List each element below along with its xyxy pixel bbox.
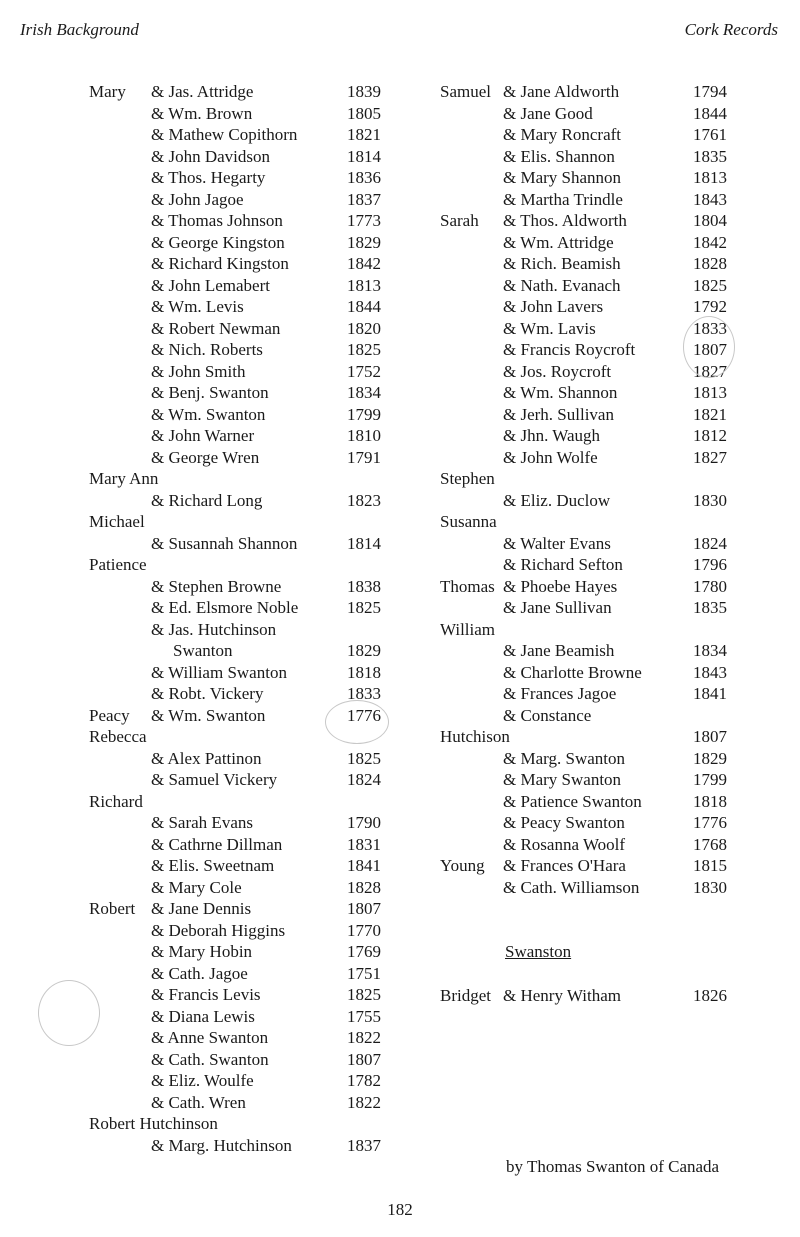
entry-name: Peacy bbox=[89, 705, 130, 725]
entry-row bbox=[89, 318, 399, 340]
entry-row bbox=[440, 189, 740, 211]
entry-spouse: & Marg. Hutchinson bbox=[151, 1135, 292, 1155]
entry-row bbox=[89, 275, 399, 297]
entry-row bbox=[89, 1049, 399, 1071]
entry-row bbox=[89, 1070, 399, 1092]
entry-year: 1812 bbox=[693, 426, 727, 445]
entry-year: 1825 bbox=[347, 340, 381, 359]
entry-row bbox=[440, 511, 740, 533]
entry-spouse: & Benj. Swanton bbox=[151, 383, 269, 402]
entry-spouse: & Cath. Wren bbox=[151, 1092, 246, 1112]
entry-name: Robert Hutchinson bbox=[89, 1114, 218, 1133]
entry-row bbox=[89, 124, 399, 146]
entry-year: 1796 bbox=[693, 555, 727, 574]
entry-year: 1792 bbox=[693, 297, 727, 316]
entry-year: 1818 bbox=[347, 662, 381, 682]
entry-year: 1752 bbox=[347, 361, 381, 381]
entry-name: Young bbox=[440, 856, 485, 875]
entry-row bbox=[440, 81, 740, 103]
entry-year: 1807 bbox=[347, 899, 381, 918]
entry-year: 1751 bbox=[347, 963, 381, 983]
entry-name: Rebecca bbox=[89, 727, 147, 746]
entry-row bbox=[89, 554, 399, 576]
entry-spouse: & William Swanton bbox=[151, 662, 287, 682]
entry-spouse: & Elis. Sweetnam bbox=[151, 856, 275, 875]
entry-year: 1838 bbox=[347, 576, 381, 596]
entry-row bbox=[440, 834, 740, 856]
entry-name: Mary bbox=[89, 82, 126, 101]
entry-year: 1821 bbox=[347, 125, 381, 144]
entry-year: 1824 bbox=[693, 533, 727, 553]
entry-year: 1805 bbox=[347, 103, 381, 123]
entry-spouse: & Cathrne Dillman bbox=[151, 834, 283, 854]
entry-spouse: & Eliz. Woulfe bbox=[151, 1071, 254, 1090]
entry-row bbox=[440, 619, 740, 641]
entry-year: 1813 bbox=[693, 168, 727, 187]
entry-row bbox=[89, 1027, 399, 1049]
entry-row bbox=[89, 662, 399, 684]
entry-year: 1822 bbox=[347, 1092, 381, 1112]
entry-year: 1831 bbox=[347, 834, 381, 854]
entry-row bbox=[440, 791, 740, 813]
entry-year: 1810 bbox=[347, 426, 381, 445]
entry-year: 1835 bbox=[693, 598, 727, 617]
entry-name: Samuel bbox=[440, 82, 491, 101]
entry-year: 1824 bbox=[347, 770, 381, 789]
entry-row bbox=[89, 791, 399, 813]
entry-spouse: & John Jagoe bbox=[151, 189, 244, 209]
entry-spouse: & Charlotte Browne bbox=[503, 662, 642, 682]
entry-spouse: & Cath. Williamson bbox=[503, 877, 640, 897]
entry-spouse: & Deborah Higgins bbox=[151, 920, 286, 940]
entry-row bbox=[89, 1092, 399, 1114]
entry-row bbox=[440, 705, 740, 727]
entry-spouse: & Rich. Beamish bbox=[503, 254, 621, 273]
entry-spouse: Hutchison bbox=[440, 727, 510, 746]
entry-year: 1813 bbox=[347, 275, 381, 295]
entry-year: 1799 bbox=[693, 770, 727, 789]
entry-row bbox=[440, 576, 740, 598]
entry-spouse: & Wm. Shannon bbox=[503, 383, 618, 402]
entry-row bbox=[89, 210, 399, 232]
entry-spouse: & Walter Evans bbox=[503, 533, 611, 553]
entry-name: Michael bbox=[89, 512, 145, 531]
entry-row bbox=[89, 1135, 399, 1157]
entry-row bbox=[89, 640, 399, 662]
entry-row bbox=[89, 963, 399, 985]
entry-row bbox=[89, 576, 399, 598]
entry-spouse: & Robert Newman bbox=[151, 318, 281, 338]
entry-spouse: & Thos. Hegarty bbox=[151, 168, 266, 187]
entry-year: 1828 bbox=[347, 877, 381, 897]
entry-spouse: & Samuel Vickery bbox=[151, 770, 278, 789]
entry-row bbox=[89, 941, 399, 963]
entry-year: 1844 bbox=[347, 297, 381, 316]
entry-year: 1834 bbox=[693, 641, 727, 660]
entry-row bbox=[440, 726, 740, 748]
entry-year: 1814 bbox=[347, 533, 381, 553]
entry-year: 1770 bbox=[347, 920, 381, 940]
running-header-left: Irish Background bbox=[20, 20, 139, 39]
entry-spouse: & Wm. Levis bbox=[151, 297, 244, 316]
entry-year: 1769 bbox=[347, 942, 381, 961]
entry-spouse: & Cath. Jagoe bbox=[151, 963, 248, 983]
entry-spouse: & Wm. Lavis bbox=[503, 318, 596, 338]
entry-year: 1818 bbox=[693, 791, 727, 811]
entry-spouse: & Ed. Elsmore Noble bbox=[151, 598, 299, 617]
entry-year: 1814 bbox=[347, 146, 381, 166]
entry-spouse: & Frances O'Hara bbox=[503, 856, 626, 875]
entry-spouse: & Wm. Attridge bbox=[503, 232, 614, 252]
entry-spouse: & Sarah Evans bbox=[151, 813, 253, 832]
entry-spouse: & Jane Aldworth bbox=[503, 82, 620, 101]
entry-year: 1782 bbox=[347, 1071, 381, 1090]
entry-year: 1780 bbox=[693, 576, 727, 596]
entry-row bbox=[440, 683, 740, 705]
entry-year: 1841 bbox=[347, 856, 381, 875]
entry-row bbox=[440, 382, 740, 404]
entry-row bbox=[89, 920, 399, 942]
entry-spouse: & Jane Sullivan bbox=[503, 598, 612, 617]
entry-spouse: & George Kingston bbox=[151, 232, 285, 252]
entry-row bbox=[89, 877, 399, 899]
entry-name: Susanna bbox=[440, 512, 497, 531]
entry-row bbox=[440, 253, 740, 275]
entry-spouse: & Nath. Evanach bbox=[503, 275, 621, 295]
entry-row bbox=[440, 210, 740, 232]
entry-year: 1825 bbox=[347, 985, 381, 1004]
entry-row bbox=[89, 619, 399, 641]
entry-name: Mary Ann bbox=[89, 469, 159, 488]
entry-row bbox=[89, 189, 399, 211]
entry-row bbox=[440, 146, 740, 168]
entry-row bbox=[89, 468, 399, 490]
entry-spouse: & Elis. Shannon bbox=[503, 146, 615, 166]
entry-spouse: & Jane Good bbox=[503, 103, 593, 123]
entry-spouse: & Stephen Browne bbox=[151, 576, 282, 596]
entry-row bbox=[440, 812, 740, 834]
entry-row bbox=[89, 855, 399, 877]
entry-year: 1773 bbox=[347, 211, 381, 230]
entry-spouse: & Jane Dennis bbox=[151, 899, 252, 918]
entry-spouse: & John Lemabert bbox=[151, 275, 270, 295]
entry-year: 1804 bbox=[693, 211, 727, 230]
entry-row bbox=[89, 382, 399, 404]
entry-row bbox=[89, 984, 399, 1006]
entry-year: 1827 bbox=[693, 447, 727, 467]
entry-spouse: & Jas. Attridge bbox=[151, 82, 254, 101]
entry-year: 1794 bbox=[693, 82, 727, 101]
entry-year: 1791 bbox=[347, 447, 381, 467]
entry-row bbox=[440, 748, 740, 770]
entry-year: 1837 bbox=[347, 1135, 381, 1155]
entry-year: 1822 bbox=[347, 1028, 381, 1047]
entry-spouse: & Susannah Shannon bbox=[151, 533, 298, 553]
entry-spouse: & Jas. Hutchinson bbox=[151, 619, 277, 639]
entry-row bbox=[440, 103, 740, 125]
entry-year: 1776 bbox=[693, 813, 727, 832]
entry-year: 1807 bbox=[693, 340, 727, 359]
entry-row bbox=[440, 468, 740, 490]
entry-spouse: & Alex Pattinon bbox=[151, 748, 262, 768]
entry-spouse: & Richard Kingston bbox=[151, 254, 289, 273]
entry-spouse: & Francis Levis bbox=[151, 985, 261, 1004]
entry-row bbox=[89, 296, 399, 318]
right-column bbox=[440, 81, 740, 898]
entry-year: 1807 bbox=[347, 1049, 381, 1069]
entry-row bbox=[89, 769, 399, 791]
pencil-circle-mark bbox=[683, 316, 735, 378]
entry-spouse: & Mathew Copithorn bbox=[151, 125, 298, 144]
entry-spouse: & John Davidson bbox=[151, 146, 270, 166]
entry-year: 1829 bbox=[347, 641, 381, 660]
entry-row bbox=[440, 877, 740, 899]
entry-spouse: & George Wren bbox=[151, 447, 260, 467]
entry-spouse: & Rosanna Woolf bbox=[503, 834, 626, 854]
entry-year: 1828 bbox=[693, 254, 727, 273]
entry-year: 1837 bbox=[347, 189, 381, 209]
entry-year: 1830 bbox=[693, 490, 727, 510]
entry-year: 1844 bbox=[693, 103, 727, 123]
entry-year: 1755 bbox=[347, 1006, 381, 1026]
entry-spouse: & Francis Roycroft bbox=[503, 340, 636, 359]
entry-row bbox=[440, 662, 740, 684]
entry-row bbox=[440, 425, 740, 447]
entry-year: 1843 bbox=[693, 189, 727, 209]
entry-spouse: & Wm. Swanton bbox=[151, 705, 266, 725]
entry-year: 1843 bbox=[693, 662, 727, 682]
entry-year: 1776 bbox=[347, 705, 381, 725]
entry-spouse: & Diana Lewis bbox=[151, 1006, 255, 1026]
entry-year: 1839 bbox=[347, 82, 381, 101]
entry-row bbox=[440, 640, 740, 662]
entry-row bbox=[89, 81, 399, 103]
swanston-heading: Swanston bbox=[505, 942, 572, 961]
entry-year: 1825 bbox=[693, 275, 727, 295]
entry-year: 1836 bbox=[347, 168, 381, 187]
entry-spouse: & Peacy Swanton bbox=[503, 813, 625, 832]
entry-row bbox=[89, 1006, 399, 1028]
entry-row bbox=[89, 146, 399, 168]
entry-name: Patience bbox=[89, 555, 147, 574]
entry-row bbox=[440, 275, 740, 297]
entry-row bbox=[89, 361, 399, 383]
entry-row bbox=[89, 834, 399, 856]
entry-row bbox=[440, 554, 740, 576]
entry-year: 1834 bbox=[347, 383, 381, 402]
entry-year: 1829 bbox=[347, 232, 381, 252]
entry-spouse: Swanton bbox=[173, 641, 233, 660]
entry-spouse: & Richard Sefton bbox=[503, 555, 623, 574]
entry-spouse: & Jhn. Waugh bbox=[503, 426, 601, 445]
entry-row bbox=[440, 296, 740, 318]
entry-row bbox=[89, 232, 399, 254]
entry-year: 1790 bbox=[347, 813, 381, 832]
entry-spouse: & Martha Trindle bbox=[503, 189, 623, 209]
entry-spouse: & John Lavers bbox=[503, 297, 604, 316]
entry-spouse: & Jane Beamish bbox=[503, 641, 615, 660]
entry-spouse: & Jerh. Sullivan bbox=[503, 404, 614, 424]
entry-name: Thomas bbox=[440, 576, 495, 596]
entry-year: 1821 bbox=[693, 404, 727, 424]
entry-row bbox=[440, 404, 740, 426]
entry-row bbox=[89, 490, 399, 512]
entry-spouse: & Henry Witham bbox=[503, 986, 621, 1005]
entry-spouse: & Mary Swanton bbox=[503, 770, 622, 789]
entry-year: 1768 bbox=[693, 834, 727, 854]
entry-row bbox=[440, 447, 740, 469]
entry-year: 1833 bbox=[693, 318, 727, 338]
entry-row bbox=[89, 597, 399, 619]
entry-spouse: & Patience Swanton bbox=[503, 791, 642, 811]
entry-spouse: & Anne Swanton bbox=[151, 1028, 269, 1047]
entry-year: 1842 bbox=[347, 254, 381, 273]
swanston-entry bbox=[440, 985, 740, 1007]
entry-year: 1813 bbox=[693, 383, 727, 402]
entry-year: 1761 bbox=[693, 125, 727, 144]
entry-row bbox=[89, 812, 399, 834]
entry-row bbox=[89, 103, 399, 125]
entry-row bbox=[89, 533, 399, 555]
entry-spouse: & Mary Cole bbox=[151, 877, 242, 897]
entry-row bbox=[89, 898, 399, 920]
entry-row bbox=[89, 748, 399, 770]
entry-year: 1842 bbox=[693, 232, 727, 252]
entry-year: 1807 bbox=[693, 727, 727, 746]
entry-spouse: & Thos. Aldworth bbox=[503, 211, 627, 230]
entry-name: Robert bbox=[89, 899, 136, 918]
entry-year: 1841 bbox=[693, 684, 727, 703]
entry-row bbox=[89, 167, 399, 189]
entry-row bbox=[89, 339, 399, 361]
entry-year: 1835 bbox=[693, 146, 727, 166]
entry-row bbox=[440, 232, 740, 254]
entry-year: 1833 bbox=[347, 684, 381, 703]
entry-spouse: & Constance bbox=[503, 705, 592, 725]
entry-year: 1827 bbox=[693, 361, 727, 381]
entry-row bbox=[89, 447, 399, 469]
entry-year: 1826 bbox=[693, 986, 727, 1005]
entry-year: 1823 bbox=[347, 490, 381, 510]
entry-name: William bbox=[440, 619, 496, 639]
entry-year: 1825 bbox=[347, 598, 381, 617]
entry-spouse: & Wm. Brown bbox=[151, 103, 253, 123]
entry-spouse: & Nich. Roberts bbox=[151, 340, 263, 359]
entry-name: Richard bbox=[89, 791, 143, 811]
entry-spouse: & John Smith bbox=[151, 361, 246, 381]
entry-spouse: & Phoebe Hayes bbox=[503, 576, 618, 596]
entry-year: 1799 bbox=[347, 404, 381, 424]
entry-name: Stephen bbox=[440, 469, 495, 488]
entry-row bbox=[440, 769, 740, 791]
entry-spouse: & Mary Roncraft bbox=[503, 125, 622, 144]
entry-year: 1829 bbox=[693, 748, 727, 768]
page-number: 182 bbox=[387, 1200, 413, 1219]
entry-spouse: & Marg. Swanton bbox=[503, 748, 625, 768]
entry-row bbox=[89, 404, 399, 426]
entry-row bbox=[89, 425, 399, 447]
entry-spouse: & Wm. Swanton bbox=[151, 404, 266, 424]
entry-name: Sarah bbox=[440, 211, 479, 230]
entry-row bbox=[440, 597, 740, 619]
entry-year: 1815 bbox=[693, 856, 727, 875]
running-header-right: Cork Records bbox=[684, 20, 778, 39]
entry-year: 1830 bbox=[693, 877, 727, 897]
entry-row bbox=[89, 253, 399, 275]
entry-row bbox=[440, 490, 740, 512]
entry-spouse: & Frances Jagoe bbox=[503, 684, 617, 703]
entry-year: 1825 bbox=[347, 748, 381, 768]
entry-spouse: & John Warner bbox=[151, 426, 255, 445]
entry-row bbox=[440, 533, 740, 555]
entry-spouse: & Thomas Johnson bbox=[151, 211, 283, 230]
entry-spouse: & Jos. Roycroft bbox=[503, 361, 612, 381]
entry-row bbox=[440, 124, 740, 146]
entry-spouse: & Richard Long bbox=[151, 490, 263, 510]
entry-row bbox=[89, 511, 399, 533]
entry-spouse: & John Wolfe bbox=[503, 447, 598, 467]
entry-spouse: & Mary Shannon bbox=[503, 168, 622, 187]
pencil-circle-mark bbox=[325, 700, 389, 744]
pencil-doodle-mark bbox=[38, 980, 100, 1046]
author-credit: by Thomas Swanton of Canada bbox=[506, 1157, 720, 1176]
entry-year: 1820 bbox=[347, 318, 381, 338]
entry-spouse: & Robt. Vickery bbox=[151, 684, 264, 703]
entry-row bbox=[440, 167, 740, 189]
entry-spouse: & Mary Hobin bbox=[151, 942, 253, 961]
entry-spouse: & Eliz. Duclow bbox=[503, 490, 611, 510]
entry-spouse: & Cath. Swanton bbox=[151, 1049, 269, 1069]
entry-row bbox=[89, 1113, 399, 1135]
entry-name: Bridget bbox=[440, 986, 491, 1005]
entry-row bbox=[440, 855, 740, 877]
left-column bbox=[89, 81, 399, 1156]
